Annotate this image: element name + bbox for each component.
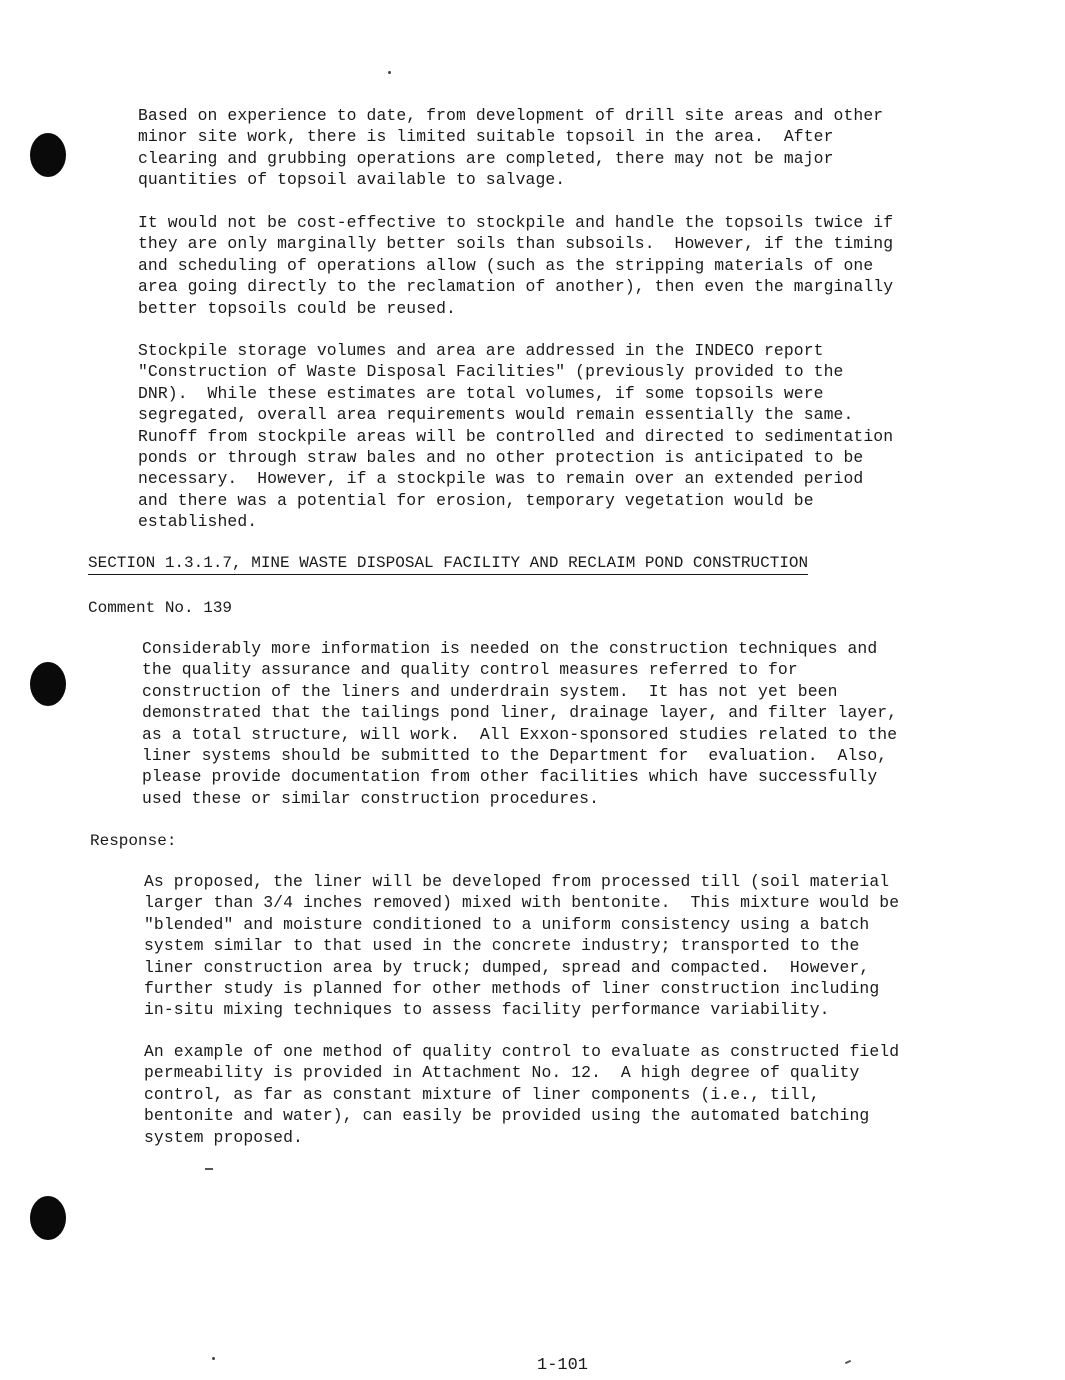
text-line: demonstrated that the tailings pond liner, drainage layer, and filter layer, <box>142 703 898 723</box>
text-line: and there was a potential for erosion, temporary vegetation would be <box>138 490 814 510</box>
text-line: please provide documentation from other facilities which have successfully <box>142 767 878 787</box>
text-line: liner systems should be submitted to the Department for evaluation. Also, <box>142 746 888 766</box>
text-line: as a total structure, will work. All Exxon-sponsored studies related to the <box>142 724 898 744</box>
text-line: permeability is provided in Attachment No. 12. A high degree of quality <box>144 1063 860 1083</box>
text-line: and scheduling of operations allow (such as the stripping materials of one <box>138 255 874 275</box>
text-line: in-situ mixing techniques to assess facility performance variability. <box>144 1000 830 1020</box>
text-line: construction of the liners and underdrain system. It has not yet been <box>142 681 838 701</box>
text-line: As proposed, the liner will be developed from processed till (soil material <box>144 872 890 891</box>
text-line: the quality assurance and quality control measures referred to for <box>142 660 798 680</box>
punch-hole-bottom <box>30 1196 66 1240</box>
text-line: control, as far as constant mixture of liner components (i.e., till, <box>144 1084 820 1104</box>
paragraph-stockpile-storage <box>138 340 893 533</box>
text-line: better topsoils could be reused. <box>138 298 456 318</box>
page-number: 1-101 <box>537 1356 589 1375</box>
text-line: minor site work, there is limited suitable topsoil in the area. After <box>138 127 834 147</box>
text-line: segregated, overall area requirements would remain essentially the same. <box>138 405 854 425</box>
paragraph-cost-effectiveness <box>138 212 893 319</box>
scan-speck <box>205 1168 213 1170</box>
punch-hole-top <box>30 133 66 177</box>
text-line: Considerably more information is needed on the construction techniques and <box>142 639 878 658</box>
response-paragraph-quality-control <box>144 1041 899 1148</box>
comment-label: Comment No. 139 <box>88 599 233 617</box>
scan-speck <box>845 1360 851 1364</box>
text-line: "Construction of Waste Disposal Facilities" (previously provided to the <box>138 362 844 382</box>
text-line: bentonite and water), can easily be provided using the automated batching <box>144 1106 870 1126</box>
text-line: further study is planned for other methods of liner construction including <box>144 979 880 999</box>
text-line: Stockpile storage volumes and area are addressed in the INDECO report <box>138 341 824 360</box>
text-line: area going directly to the reclamation of another), then even the marginally <box>138 277 894 297</box>
text-line: used these or similar construction procedures. <box>142 788 600 808</box>
text-line: established. <box>138 512 258 532</box>
text-line: "blended" and moisture conditioned to a uniform consistency using a batch <box>144 914 870 934</box>
scan-speck <box>212 1357 215 1360</box>
punch-hole-middle <box>30 662 66 706</box>
text-line: Runoff from stockpile areas will be controlled and directed to sedimentation <box>138 426 894 446</box>
text-line: necessary. However, if a stockpile was to remain over an extended period <box>138 469 864 489</box>
text-line: Based on experience to date, from development of drill site areas and other <box>138 106 884 125</box>
section-heading: SECTION 1.3.1.7, MINE WASTE DISPOSAL FACILITY AND RECLAIM POND CONSTRUCTION <box>88 553 808 575</box>
text-line: ponds or through straw bales and no other protection is anticipated to be <box>138 448 864 468</box>
text-line: they are only marginally better soils than subsoils. However, if the timing <box>138 234 894 254</box>
text-line: It would not be cost-effective to stockpile and handle the topsoils twice if <box>138 213 894 232</box>
response-label: Response: <box>90 832 177 850</box>
text-line: liner construction area by truck; dumped, spread and compacted. However, <box>144 957 870 977</box>
comment-text <box>142 638 897 809</box>
scan-speck <box>388 71 391 74</box>
text-line: system similar to that used in the concrete industry; transported to the <box>144 936 860 956</box>
text-line: clearing and grubbing operations are completed, there may not be major <box>138 148 834 168</box>
text-line: quantities of topsoil available to salvage. <box>138 170 566 190</box>
paragraph-topsoil-experience <box>138 105 883 191</box>
text-line: larger than 3/4 inches removed) mixed with bentonite. This mixture would be <box>144 893 900 913</box>
text-line: DNR). While these estimates are total volumes, if some topsoils were <box>138 383 824 403</box>
text-line: An example of one method of quality control to evaluate as constructed field <box>144 1042 900 1061</box>
response-paragraph-liner <box>144 871 899 1021</box>
text-line: system proposed. <box>144 1127 303 1147</box>
